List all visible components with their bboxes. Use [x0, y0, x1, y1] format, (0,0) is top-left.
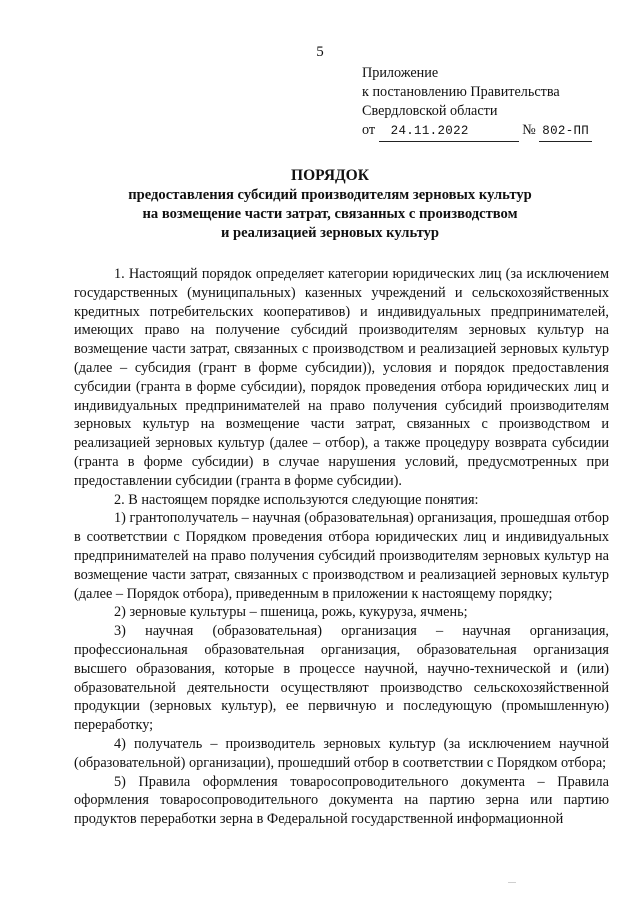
title-sub-3: и реализацией зерновых культур	[220, 225, 440, 241]
number-value: 802-ПП	[542, 124, 590, 138]
paragraph-2-2: 2) зерновые культуры – пшеница, рожь, кукуруза, ячмень;	[114, 604, 468, 621]
document-title	[60, 166, 600, 243]
appendix-line-2: к постановлению Правительства	[362, 84, 560, 100]
paragraph-2-4: 4) получатель – производитель зерновых культур (за исключением научной (образовательной) организации), прошедший отбор в соответствии с Порядком отбора;	[74, 735, 609, 771]
date-value: 24.11.2022	[390, 124, 469, 138]
appendix-header	[362, 64, 632, 142]
title-sub-1: предоставления субсидий производителям зерновых культур	[128, 187, 532, 203]
paragraph-2-1: 1) грантополучатель – научная (образовательная) организация, прошедшая отбор в соответствии с Порядком проведения отбора юридических лиц и индивидуальных предпринимателей на право получения субсидий производителям зерновых культур на возмещение части затрат, связанных с производством и реализацией зерновых культур (далее – Порядок отбора), приведенным в приложении к настоящему порядку;	[74, 510, 609, 602]
document-body	[74, 265, 609, 829]
appendix-line-3: Свердловской области	[362, 103, 498, 119]
number-prefix: №	[522, 122, 536, 138]
paragraph-2: 2. В настоящем порядке используются следующие понятия:	[114, 491, 479, 508]
date-field	[379, 121, 519, 142]
date-prefix: от	[362, 122, 376, 138]
title-sub-2: на возмещение части затрат, связанных с производством	[142, 206, 518, 222]
paragraph-1: 1. Настоящий порядок определяет категории юридических лиц (за исключением государственных (муниципальных) казенных учреждений и сельскохозяйственных кредитных потребительских кооперативов) и индивидуальных предпринимателей, имеющих право на получение субсидий производителям зерновых культур на возмещение части затрат, связанных с производством и реализацией зерновых культур (далее – субсидия (грант в форме субсидии)), условия и порядок предоставления субсидии (гранта в форме субсидии), порядок проведения отбора юридических лиц и индивидуальных предпринимателей на право получения субсидий производителям зерновых культур на возмещение части затрат, связанных с производством и реализацией зерновых культур (далее – отбор), а также процедуру возврата субсидии (гранта в форме субсидии) в случае нарушения условий, предусмотренных при предоставлении субсидии (гранта в форме субсидии).	[74, 266, 609, 489]
appendix-date-line	[362, 121, 632, 142]
number-field	[539, 121, 592, 142]
scan-mark	[508, 882, 516, 883]
paragraph-2-3: 3) научная (образовательная) организация – научная организация, профессиональная образовательная организация, образовательная организация высшего образования, которые в процессе научной, научно-технической и (или) образовательной деятельности осуществляют производство сельскохозяйственной продукции (зерновых культур), ее первичную и последующую (промышленную) переработку;	[74, 623, 609, 734]
page-number: 5	[316, 44, 324, 60]
appendix-line-1: Приложение	[362, 65, 439, 81]
title-main: ПОРЯДОК	[291, 167, 369, 184]
paragraph-2-5: 5) Правила оформления товаросопроводительного документа – Правила оформления товаросопроводительного документа на партию зерна или партию продуктов переработки зерна в Федеральной государственной информационной	[74, 773, 609, 828]
